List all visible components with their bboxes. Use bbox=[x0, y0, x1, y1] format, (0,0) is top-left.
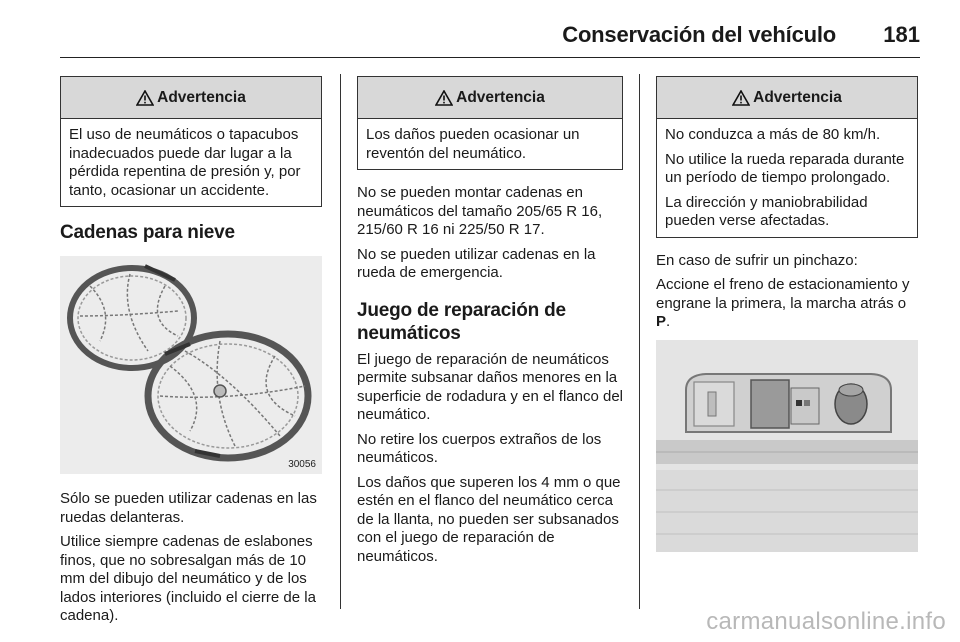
gear-p-label: P bbox=[656, 313, 667, 330]
warning-text: El uso de neumáticos o tapacubos inadecuados puede dar lugar a la pérdida repentina de presión y, por tanto, ocasionar un accidente. bbox=[69, 126, 301, 199]
column-left bbox=[60, 76, 322, 632]
paragraph: En caso de sufrir un pinchazo: bbox=[656, 251, 858, 269]
snow-chains-drawing bbox=[60, 256, 322, 474]
warning-title: Advertencia bbox=[753, 88, 842, 106]
warning-triangle-icon bbox=[136, 90, 154, 106]
watermark: carmanualsonline.info bbox=[706, 608, 946, 635]
warning-box bbox=[357, 76, 623, 170]
warning-header bbox=[657, 77, 917, 119]
paragraph: El juego de reparación de neumáticos permite subsanar daños menores en la superficie de rodadura y en el flanco del neumático. bbox=[357, 350, 624, 423]
warning-title: Advertencia bbox=[456, 88, 545, 106]
paragraph-end: . bbox=[666, 313, 671, 330]
warning-title: Advertencia bbox=[157, 88, 246, 106]
warning-text: La dirección y maniobrabilidad pueden verse afectadas. bbox=[665, 193, 868, 229]
warning-text: No conduzca a más de 80 km/h. bbox=[665, 126, 881, 143]
column-divider bbox=[639, 74, 640, 609]
paragraph: Sólo se pueden utilizar cadenas en las ruedas delanteras. bbox=[60, 490, 317, 526]
column-middle bbox=[357, 76, 623, 572]
paragraph: Utilice siempre cadenas de eslabones finos, que no sobresalgan más de 10 mm del dibujo del neumático y de los lados interiores (incluido el cierre de la cadena). bbox=[60, 533, 316, 624]
trunk-drawing bbox=[656, 340, 918, 552]
section-heading-snow-chains: Cadenas para nieve bbox=[60, 222, 235, 243]
section-heading-repair-kit: Juego de reparación de neumáticos bbox=[357, 299, 566, 344]
warning-box bbox=[60, 76, 322, 207]
figure-number: 30056 bbox=[288, 459, 316, 470]
warning-triangle-icon bbox=[732, 90, 750, 106]
page-title: Conservación del vehículo bbox=[562, 22, 836, 47]
paragraph: No retire los cuerpos extraños de los neumáticos. bbox=[357, 430, 602, 466]
warning-text: No utilice la rueda reparada durante un período de tiempo prolongado. bbox=[665, 150, 905, 186]
column-right bbox=[656, 76, 922, 552]
warning-box bbox=[656, 76, 918, 238]
warning-text: Los daños pueden ocasionar un reventón del neumático. bbox=[366, 126, 580, 162]
warning-body bbox=[61, 119, 321, 206]
warning-body bbox=[358, 119, 622, 169]
column-divider bbox=[340, 74, 341, 609]
warning-header bbox=[61, 77, 321, 119]
paragraph bbox=[656, 276, 922, 332]
warning-body bbox=[657, 119, 917, 237]
warning-triangle-icon bbox=[435, 90, 453, 106]
trunk-repair-kit-illustration bbox=[656, 340, 918, 552]
page-number: 181 bbox=[883, 22, 920, 47]
snow-chains-illustration bbox=[60, 256, 322, 474]
paragraph: No se pueden utilizar cadenas en la rueda de emergencia. bbox=[357, 245, 596, 281]
page-header bbox=[60, 14, 920, 58]
paragraph: No se pueden montar cadenas en neumáticos del tamaño 205/65 R 16, 215/60 R 16 ni 225/50 R 17. bbox=[357, 184, 603, 238]
warning-header bbox=[358, 77, 622, 119]
paragraph-text: Accione el freno de estacionamiento y engrane la primera, la marcha atrás o bbox=[656, 276, 910, 312]
paragraph: Los daños que superen los 4 mm o que estén en el flanco del neumático cerca de la llanta, no pueden ser subsanados con el juego de reparación de neumáticos. bbox=[357, 473, 621, 565]
